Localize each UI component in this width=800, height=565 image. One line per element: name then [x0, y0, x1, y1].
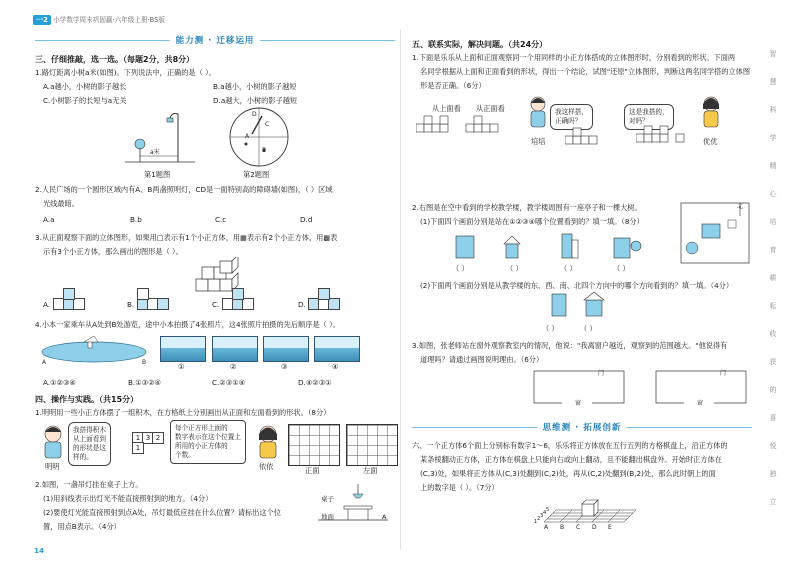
- question-3-line1: 3.从正面观察下面的立体图形，如果用□表示有1个小正方体，用▦表示有2个小正方体，用▩表: [35, 233, 338, 242]
- speech-bubble-yiyi: 每个正方形上面的 数字表示在这个位置上 所用的小正方体的 个数。: [170, 420, 246, 464]
- fig2-caption: 第2题图: [243, 170, 270, 179]
- top-view-cell: 3: [142, 432, 154, 444]
- q2-option-a: A.a: [43, 215, 55, 224]
- spine-divider: [400, 30, 401, 550]
- photo-1-label: ①: [178, 362, 185, 371]
- q4-option-a: A.①②③④: [43, 378, 76, 387]
- table-label: 桌子: [321, 495, 334, 503]
- kid-yiyi-figure: [255, 424, 281, 462]
- fig2-label-b: B: [262, 147, 267, 154]
- s6-line3: (C,3)处，如果将正方体从(C,3)处翻到(C,2)处，再从(C,2)处翻到(B,2)处，那么此时朝上的面: [420, 469, 716, 478]
- photo-4: [314, 336, 360, 362]
- q3b-cell: [137, 288, 149, 300]
- s4-q2-part2b: 置，用点B表示。（4分）: [43, 522, 121, 531]
- q3a-cell: [63, 288, 75, 300]
- kid-name-youyou: 优优: [703, 137, 718, 146]
- photo-2-label: ②: [230, 362, 237, 371]
- q3-option-b: B.: [127, 300, 135, 309]
- s4-question-1: 1.明明用一些小正方体摆了一组积木，在方格纸上分别画出从正面和左面看到的形状。（8分）: [35, 408, 331, 417]
- kid-peipei-figure: [527, 95, 549, 135]
- top-view-cell: 2: [152, 432, 164, 444]
- r-q3-line2: 道理吗？请通过画图说明理由。（6分）: [420, 355, 544, 364]
- blank-6[interactable]: （ ）: [580, 324, 597, 333]
- building-views-2-figure: [548, 292, 608, 318]
- r-q2-sub2: (2)下面两个画面分别是从教学楼的东、西、南、北四个方向中的哪个方向看到的？填一填。（4分）: [420, 281, 734, 290]
- axis-label-a: A: [544, 524, 549, 531]
- compass-north: 北: [737, 203, 744, 210]
- r-q1-line2: 名同学根据从上面和正面看到的形状，得出一个结论，试图"还原"立体图形，判断这两名同学搭的立体图: [420, 67, 751, 76]
- s4-q2-part2a: (2)要使灯光能直接照射到点A处，吊灯最低应挂在什么位置？请标出这个位: [43, 508, 281, 517]
- s6-line2: 某条棱翻动正方体，正方体在棋盘上只能向右或向上翻动，且不能翻出棋盘外。开始时正方体在: [420, 455, 722, 464]
- banner-title: 能力测 · 迁移运用: [175, 36, 255, 46]
- r-q1-line3: 形是否正确。（6分）: [420, 81, 486, 90]
- photo-3-label: ③: [281, 362, 288, 371]
- row-label-4: 4: [543, 510, 547, 516]
- section5-title: 五、联系实际，解决问题。（共24分）: [412, 40, 548, 49]
- kid-name-yiyi: 依依: [259, 462, 274, 471]
- q3d-cell: [318, 288, 330, 300]
- r-q2-line1: 2.右图是在空中看到的学校教学楼，教学楼周围有一座亭子和一棵大树。: [412, 203, 642, 212]
- window-label-2: 窗: [697, 400, 704, 407]
- view-label-top: 从上面看: [432, 104, 461, 113]
- top-view-cell: 1: [132, 432, 144, 444]
- fig1-caption: 第1题图: [144, 170, 171, 179]
- q3-option-a: A.: [43, 300, 51, 309]
- classroom-figure: [532, 367, 750, 409]
- axis-label-e: E: [608, 524, 612, 531]
- q1-option-b: B.a越小，小树的影子越短: [213, 82, 297, 91]
- speech-bubble-youyou: 这是我搭的， 对吗？: [624, 104, 674, 130]
- top-view-cell: 1: [132, 442, 144, 454]
- fig2-label-a: A: [245, 133, 250, 140]
- question-2-line1: 2.人民广场的一个圆形区域内有A、B两盏照明灯，CD是一面特别高的障碍墙(如图)，（ ）区域: [35, 185, 333, 194]
- ground-label: 地面: [321, 513, 334, 521]
- q1-option-a: A.a越小，小树的影子越长: [43, 82, 127, 91]
- speech-bubble-mingming: 我搭得积木 从上面看到 的形状是这 样的。: [68, 422, 111, 466]
- youyou-structure: [636, 120, 692, 146]
- door-label-1: 门: [598, 370, 605, 377]
- question-1: 1.路灯距离小树a米(如图)。下列说法中，正确的是（ ）。: [35, 68, 216, 77]
- circle-region-figure: [228, 106, 290, 168]
- left-view-label: 左面: [363, 466, 378, 475]
- q3-option-c: C.: [212, 300, 220, 309]
- chessboard-figure: [540, 492, 640, 528]
- building-views-figure: [452, 232, 652, 260]
- axis-label-d: D: [592, 524, 597, 531]
- axis-label-b: B: [560, 524, 565, 531]
- kid-name-peipei: 培培: [531, 137, 546, 146]
- left-view-grid[interactable]: [346, 424, 398, 466]
- axis-label-c: C: [576, 524, 581, 531]
- question-2-line2: 光线最暗。: [43, 199, 79, 208]
- q3-option-d: D.: [298, 300, 306, 309]
- s6-line1: 六、一个正方体6个面上分别标有数字1～6，乐乐将正方体放在五行五列的方格棋盘上，沿正方体的: [412, 441, 728, 450]
- front-view-grid[interactable]: [288, 424, 340, 466]
- section-banner-thinking: [412, 421, 752, 433]
- view-label-front: 从正面看: [476, 104, 505, 113]
- fig1-distance-label: a米: [150, 149, 160, 156]
- q2-option-c: C.c: [215, 215, 227, 224]
- banner-2-title: 思维测 · 拓展创新: [542, 423, 622, 433]
- q2-option-b: B.b: [130, 215, 142, 224]
- s4-question-2: 2.如图，一盏吊灯挂在桌子上方。: [35, 480, 143, 489]
- side-margin-text: 智 慧 科 学 精 心 培 育 耕 耘 收 获 的 喜 悦 独 立: [769, 50, 777, 506]
- q4-option-b: B.①③②④: [128, 378, 161, 387]
- section4-title: 四、操作与实践。（共15分）: [35, 395, 139, 404]
- views-figure: [416, 114, 516, 136]
- q4-option-c: C.②③①④: [212, 378, 246, 387]
- r-q3-line1: 3.如图，张老师站在窗外观察教室内的情况，他说："我离窗户越近，观察到的范围越大。"他说得有: [412, 341, 728, 350]
- photo-3: [263, 336, 309, 362]
- door-label-2: 门: [720, 370, 727, 377]
- photo-1: [160, 336, 206, 362]
- section3-title: 三、仔细推敲，选一选。（每题2分，共8分）: [35, 55, 195, 64]
- section-banner-ability: [35, 34, 395, 46]
- kid-name-mingming: 明明: [45, 462, 60, 471]
- fig2-label-c: C: [265, 121, 270, 128]
- q3b-cell: [157, 298, 169, 310]
- svg-text:B: B: [142, 359, 147, 366]
- q1-option-c: C.小树影子的长短与a无关: [43, 96, 127, 105]
- lake-map-figure: [38, 334, 150, 366]
- s6-line4: 上的数字是（ ）。（7分）: [420, 483, 499, 492]
- q1-option-d: D.a越大，小树的影子越短: [213, 96, 298, 105]
- blank-5[interactable]: （ ）: [542, 324, 559, 333]
- window-label-1: 窗: [575, 400, 582, 407]
- photo-4-label: ④: [332, 362, 339, 371]
- kid-youyou-figure: [700, 95, 722, 135]
- photo-2: [212, 336, 258, 362]
- peipei-structure: [565, 124, 601, 146]
- r-q1-line1: 1.下面是乐乐从上面和正面观察同一个用同样的小正方体搭成的立体图形时，分别看到的形状。下面两: [412, 53, 736, 62]
- svg-text:A: A: [42, 359, 47, 366]
- row-label-5: 5: [546, 507, 550, 513]
- header-title: 小学数学周末巩固赢·六年级上册·BS版: [53, 16, 165, 24]
- fig2-label-d: D: [252, 111, 257, 118]
- r-q2-sub1: (1)下面四个画面分别是站在①②③④哪个位置看到的？填一填。（8分）: [420, 217, 644, 226]
- page-header: [33, 15, 165, 25]
- s4-q2-part1: (1)用斜线表示出灯光不能直接照射到的地方。（4分）: [43, 494, 213, 503]
- q4-option-d: D.④②③①: [298, 378, 332, 387]
- point-a-label: A: [382, 513, 387, 521]
- row-label-3: 3: [540, 513, 544, 519]
- question-3-line2: 示有3个小正方体，那么画出的图形是（ ）。: [43, 247, 183, 256]
- blank-1[interactable]: （ ）: [452, 264, 469, 273]
- blank-2[interactable]: （ ）: [506, 264, 523, 273]
- q3c-cell: [232, 288, 244, 300]
- streetlamp-figure: [120, 108, 200, 166]
- page-number: 14: [34, 546, 45, 555]
- q2-option-d: D.d: [300, 215, 313, 224]
- row-label-2: 2: [537, 516, 541, 522]
- front-view-label: 正面: [305, 466, 320, 475]
- header-badge: 一2: [33, 15, 51, 25]
- kid-mingming-figure: [40, 424, 66, 464]
- row-label-1: 1: [534, 519, 538, 525]
- speech-bubble-peipei: 我这样搭， 正确吗？: [550, 104, 593, 130]
- question-4: 4.小本一家乘车从A处到B处游览，途中小本拍摄了4张照片，这4张照片拍摄的先后顺序是（ ）。: [35, 320, 340, 329]
- blank-4[interactable]: （ ）: [613, 264, 630, 273]
- blank-3[interactable]: （ ）: [560, 264, 577, 273]
